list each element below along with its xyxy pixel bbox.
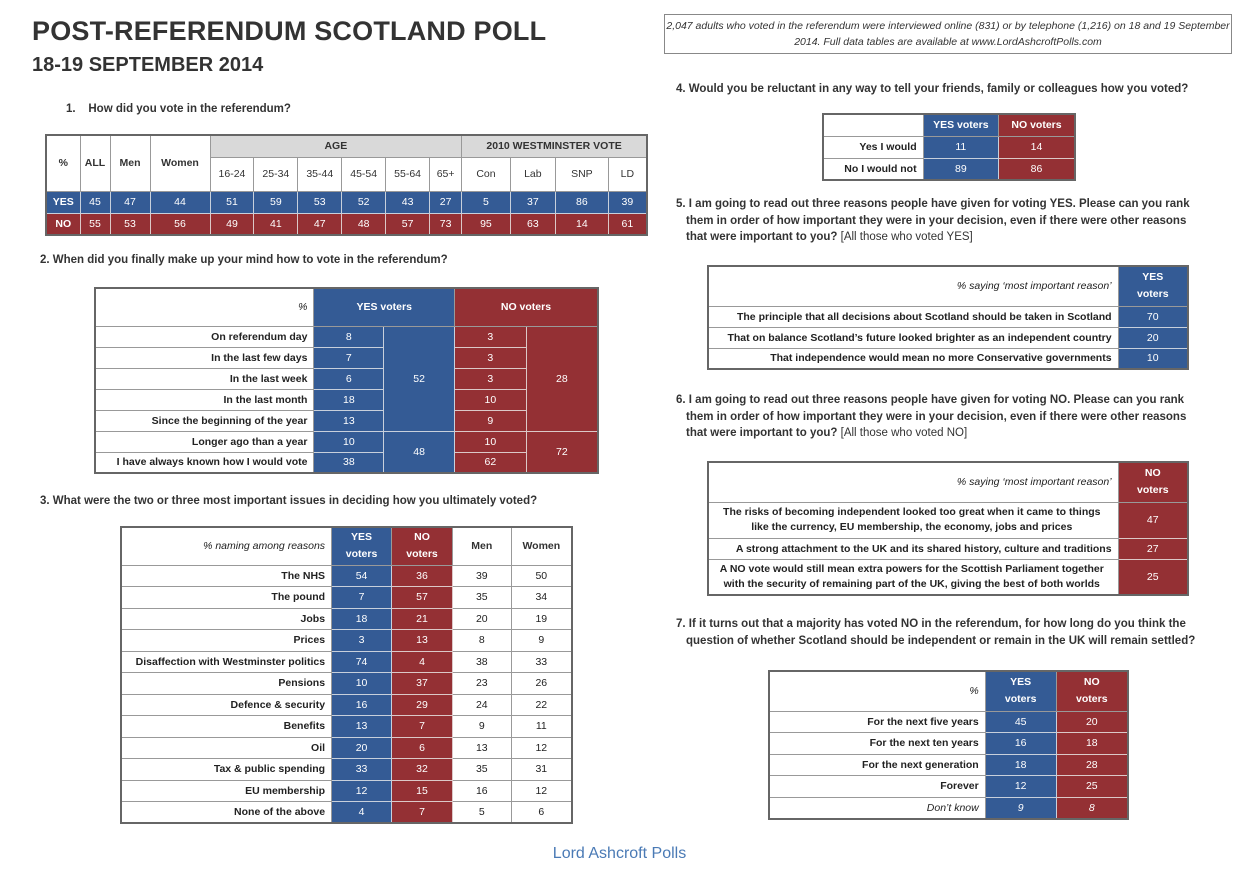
q3-yes-cell: 16 — [332, 694, 392, 716]
q4-yes-cell: 89 — [923, 158, 998, 180]
q1-col-55-64: 55-64 — [386, 157, 430, 191]
q5-line: 5. I am going to read out three reasons people have given for voting YES. Please can you rank — [676, 198, 1190, 210]
q1-col-snp: SNP — [555, 157, 608, 191]
q4-table — [822, 113, 1076, 181]
q3-women-cell: 33 — [511, 651, 572, 673]
q3-no-header: NO voters — [392, 527, 453, 565]
table-row — [708, 559, 1188, 595]
q5-cell: 10 — [1118, 348, 1188, 369]
q3-women-cell: 12 — [511, 780, 572, 802]
q2-row-label: In the last week — [95, 368, 314, 389]
q3-row-label: The pound — [121, 587, 332, 609]
table-row — [95, 347, 598, 368]
table-row — [823, 136, 1075, 158]
table-row — [708, 327, 1188, 348]
q2-yes-cell: 38 — [314, 452, 384, 473]
q3-row-label: Defence & security — [121, 694, 332, 716]
q2-no-header: NO voters — [454, 288, 598, 326]
q3-row-label: Tax & public spending — [121, 759, 332, 781]
q3-women-cell: 6 — [511, 802, 572, 824]
q4-row-label: No I would not — [823, 158, 923, 180]
q3-no-cell: 6 — [392, 737, 453, 759]
q3-row-label: Jobs — [121, 608, 332, 630]
q7-no-cell: 25 — [1056, 776, 1128, 798]
q7-question — [676, 616, 1195, 649]
q3-yes-cell: 54 — [332, 565, 392, 587]
q6-line: that were important to you? — [686, 427, 838, 439]
q3-no-cell: 7 — [392, 802, 453, 824]
q3-yes-cell: 20 — [332, 737, 392, 759]
table-row — [95, 368, 598, 389]
q6-cell: 27 — [1118, 538, 1188, 559]
q6-table — [707, 461, 1189, 596]
q4-no-cell: 14 — [999, 136, 1075, 158]
q1-cell: 52 — [342, 191, 386, 213]
q2-yes-cell: 13 — [314, 410, 384, 431]
q3-yes-cell: 12 — [332, 780, 392, 802]
q3-women-cell: 31 — [511, 759, 572, 781]
q3-yes-cell: 10 — [332, 673, 392, 695]
q1-col-men: Men — [110, 135, 150, 191]
q6-note: [All those who voted NO] — [840, 427, 968, 439]
q1-cell: 57 — [386, 213, 430, 235]
q2-row-label: I have always known how I would vote — [95, 452, 314, 473]
q1-cell: 44 — [150, 191, 210, 213]
q3-women-cell: 50 — [511, 565, 572, 587]
q2-row-label: Since the beginning of the year — [95, 410, 314, 431]
q3-men-cell: 8 — [452, 630, 511, 652]
q1-text: How did you vote in the referendum? — [88, 103, 291, 115]
q1-age-header: AGE — [210, 135, 462, 157]
q1-row-label: YES — [46, 191, 80, 213]
q1-cell: 45 — [80, 191, 110, 213]
q1-col-con: Con — [462, 157, 510, 191]
q2-yes-cell: 18 — [314, 389, 384, 410]
q4-corner — [823, 114, 923, 136]
q1-table — [45, 134, 648, 236]
q6-cell: 25 — [1118, 559, 1188, 595]
q3-men-cell: 39 — [452, 565, 511, 587]
q1-cell: 61 — [608, 213, 647, 235]
q4-yes-cell: 11 — [923, 136, 998, 158]
table-row — [121, 694, 572, 716]
q2-row-label: In the last few days — [95, 347, 314, 368]
table-row — [823, 158, 1075, 180]
q5-head-label: % saying ‘most important reason’ — [708, 266, 1118, 306]
q2-yes-recent-total: 52 — [384, 326, 455, 431]
q2-yes-long-total: 48 — [384, 431, 455, 473]
q6-row-label-line: like the currency, EU membership, the economy, jobs and prices — [751, 521, 1073, 533]
q1-cell: 63 — [510, 213, 555, 235]
q1-cell: 86 — [555, 191, 608, 213]
page-title: POST-REFERENDUM SCOTLAND POLL — [32, 16, 547, 46]
q2-yes-cell: 6 — [314, 368, 384, 389]
q3-women-cell: 22 — [511, 694, 572, 716]
q3-women-cell: 26 — [511, 673, 572, 695]
q3-men-cell: 35 — [452, 759, 511, 781]
table-row — [708, 348, 1188, 369]
q6-row-label: A strong attachment to the UK and its shared history, culture and traditions — [708, 538, 1118, 559]
q7-no-cell: 28 — [1056, 754, 1128, 776]
q3-row-label: Oil — [121, 737, 332, 759]
table-row — [708, 502, 1188, 538]
table-row — [769, 776, 1128, 798]
q7-yes-cell: 16 — [985, 733, 1056, 755]
q5-line: that were important to you? — [686, 231, 838, 243]
q1-cell: 14 — [555, 213, 608, 235]
q6-line: them in order of how important they were in your decision, even if there were other reasons — [686, 410, 1187, 423]
q3-men-cell: 35 — [452, 587, 511, 609]
q4-question: 4. Would you be reluctant in any way to tell your friends, family or colleagues how you voted? — [676, 83, 1189, 95]
q3-no-cell: 4 — [392, 651, 453, 673]
table-row — [121, 759, 572, 781]
q1-cell: 37 — [510, 191, 555, 213]
q7-row-label: For the next generation — [769, 754, 985, 776]
q1-cell: 39 — [608, 191, 647, 213]
q7-row-label: For the next ten years — [769, 733, 985, 755]
table-row — [121, 630, 572, 652]
page-subtitle: 18-19 SEPTEMBER 2014 — [32, 54, 264, 76]
q7-line: question of whether Scotland should be independent or remain in the UK will remain settled? — [686, 634, 1196, 647]
q3-row-label: Pensions — [121, 673, 332, 695]
q7-pct-label: % — [769, 671, 985, 711]
q3-men-cell: 9 — [452, 716, 511, 738]
q3-yes-header: YES voters — [332, 527, 392, 565]
q3-head-label: % naming among reasons — [121, 527, 332, 565]
q1-cell: 73 — [430, 213, 462, 235]
footer-brand: Lord Ashcroft Polls — [552, 845, 687, 862]
q7-yes-cell: 45 — [985, 711, 1056, 733]
q2-no-cell: 62 — [454, 452, 526, 473]
table-row — [121, 608, 572, 630]
q6-line: 6. I am going to read out three reasons people have given for voting NO. Please can you rank — [676, 394, 1185, 406]
q3-no-cell: 29 — [392, 694, 453, 716]
q3-no-cell: 7 — [392, 716, 453, 738]
methodology-note: 2,047 adults who voted in the referendum were interviewed online (831) or by telephone (1,216) on 18 and 19 September 2014. Full data tables are available at www.LordAshcroftPolls.com — [664, 14, 1232, 54]
q2-no-cell: 3 — [454, 326, 526, 347]
q7-row-label: For the next five years — [769, 711, 985, 733]
q3-no-cell: 36 — [392, 565, 453, 587]
q3-men-cell: 38 — [452, 651, 511, 673]
table-row — [769, 733, 1128, 755]
q1-col-ld: LD — [608, 157, 647, 191]
q7-table — [768, 670, 1129, 820]
q1-col-all: ALL — [80, 135, 110, 191]
q1-col-25-34: 25-34 — [254, 157, 298, 191]
q1-number: 1. — [66, 103, 76, 115]
q1-col-45-54: 45-54 — [342, 157, 386, 191]
q5-table — [707, 265, 1189, 370]
q7-no-header: NO voters — [1056, 671, 1128, 711]
q3-women-cell: 12 — [511, 737, 572, 759]
q2-no-cell: 3 — [454, 347, 526, 368]
q1-row-yes — [46, 191, 647, 213]
table-row — [95, 326, 598, 347]
q3-no-cell: 13 — [392, 630, 453, 652]
q6-cell: 47 — [1118, 502, 1188, 538]
q3-no-cell: 37 — [392, 673, 453, 695]
table-row — [121, 802, 572, 824]
q3-yes-cell: 18 — [332, 608, 392, 630]
table-row — [769, 754, 1128, 776]
q1-cell: 53 — [298, 191, 342, 213]
q2-yes-cell: 10 — [314, 431, 384, 452]
q6-head-label: % saying ‘most important reason’ — [708, 462, 1118, 502]
q3-men-cell: 20 — [452, 608, 511, 630]
table-row — [95, 410, 598, 431]
q3-no-cell: 57 — [392, 587, 453, 609]
q4-no-header: NO voters — [999, 114, 1075, 136]
q3-women-cell: 19 — [511, 608, 572, 630]
q7-yes-cell: 18 — [985, 754, 1056, 776]
q2-no-recent-total: 28 — [526, 326, 598, 431]
q4-no-cell: 86 — [999, 158, 1075, 180]
q2-row-label: On referendum day — [95, 326, 314, 347]
q3-yes-cell: 4 — [332, 802, 392, 824]
q3-row-label: Prices — [121, 630, 332, 652]
q1-cell: 56 — [150, 213, 210, 235]
table-row — [121, 651, 572, 673]
q1-cell: 59 — [254, 191, 298, 213]
q3-yes-cell: 3 — [332, 630, 392, 652]
q1-pct-label: % — [46, 135, 80, 191]
q1-col-lab: Lab — [510, 157, 555, 191]
table-row — [121, 780, 572, 802]
q3-women-cell: 9 — [511, 630, 572, 652]
q1-question — [66, 101, 291, 118]
q2-no-cell: 9 — [454, 410, 526, 431]
q2-pct-label: % — [95, 288, 314, 326]
q3-row-label: EU membership — [121, 780, 332, 802]
q3-men-cell: 23 — [452, 673, 511, 695]
q2-row-label: Longer ago than a year — [95, 431, 314, 452]
q5-line: them in order of how important they were in your decision, even if there were other reasons — [686, 214, 1187, 227]
q7-no-cell: 8 — [1056, 797, 1128, 819]
q7-no-cell: 18 — [1056, 733, 1128, 755]
q1-cell: 95 — [462, 213, 510, 235]
q2-yes-header: YES voters — [314, 288, 455, 326]
q2-yes-cell: 8 — [314, 326, 384, 347]
q3-row-label: Disaffection with Westminster politics — [121, 651, 332, 673]
q3-yes-cell: 7 — [332, 587, 392, 609]
q1-cell: 47 — [298, 213, 342, 235]
q2-no-cell: 10 — [454, 431, 526, 452]
q7-row-label: Forever — [769, 776, 985, 798]
q1-cell: 51 — [210, 191, 254, 213]
q3-men-cell: 5 — [452, 802, 511, 824]
q5-row-label: The principle that all decisions about Scotland should be taken in Scotland — [708, 306, 1118, 327]
q1-cell: 41 — [254, 213, 298, 235]
q7-yes-cell: 12 — [985, 776, 1056, 798]
q3-men-cell: 24 — [452, 694, 511, 716]
q3-row-label: The NHS — [121, 565, 332, 587]
q3-yes-cell: 33 — [332, 759, 392, 781]
q5-cell: 70 — [1118, 306, 1188, 327]
q3-row-label: Benefits — [121, 716, 332, 738]
q3-question: 3. What were the two or three most important issues in deciding how you ultimately voted? — [40, 495, 538, 507]
q1-col-65plus: 65+ — [430, 157, 462, 191]
q6-row-label-line: A NO vote would still mean extra powers for the Scottish Parliament together — [719, 562, 1104, 575]
q6-row-label — [708, 559, 1118, 595]
table-row — [121, 587, 572, 609]
q3-table — [120, 526, 573, 824]
q7-no-cell: 20 — [1056, 711, 1128, 733]
q6-no-header: NO voters — [1118, 462, 1188, 502]
q2-question: 2. When did you finally make up your mind how to vote in the referendum? — [40, 254, 448, 266]
q3-yes-cell: 74 — [332, 651, 392, 673]
q3-no-cell: 32 — [392, 759, 453, 781]
q4-row-label: Yes I would — [823, 136, 923, 158]
table-row — [769, 797, 1128, 819]
q3-women-header: Women — [511, 527, 572, 565]
q1-cell: 48 — [342, 213, 386, 235]
table-row — [121, 673, 572, 695]
table-row — [708, 306, 1188, 327]
q1-cell: 43 — [386, 191, 430, 213]
table-row — [769, 711, 1128, 733]
q3-men-cell: 13 — [452, 737, 511, 759]
q2-no-long-total: 72 — [526, 431, 598, 473]
q3-no-cell: 21 — [392, 608, 453, 630]
q2-yes-cell: 7 — [314, 347, 384, 368]
q3-men-header: Men — [452, 527, 511, 565]
q7-row-label: Don’t know — [769, 797, 985, 819]
q5-cell: 20 — [1118, 327, 1188, 348]
q5-row-label: That independence would mean no more Conservative governments — [708, 348, 1118, 369]
table-row — [95, 431, 598, 452]
q7-yes-cell: 9 — [985, 797, 1056, 819]
table-row — [121, 565, 572, 587]
q5-row-label: That on balance Scotland’s future looked brighter as an independent country — [708, 327, 1118, 348]
q1-westminster-header: 2010 WESTMINSTER VOTE — [462, 135, 647, 157]
table-row — [121, 716, 572, 738]
q1-cell: 5 — [462, 191, 510, 213]
table-row — [121, 737, 572, 759]
q3-no-cell: 15 — [392, 780, 453, 802]
q1-cell: 53 — [110, 213, 150, 235]
q6-row-label — [708, 502, 1118, 538]
q2-no-cell: 10 — [454, 389, 526, 410]
q3-women-cell: 34 — [511, 587, 572, 609]
q6-question — [676, 392, 1186, 442]
q3-row-label: None of the above — [121, 802, 332, 824]
q1-col-35-44: 35-44 — [298, 157, 342, 191]
q1-row-label: NO — [46, 213, 80, 235]
table-row — [95, 452, 598, 473]
q2-no-cell: 3 — [454, 368, 526, 389]
q3-men-cell: 16 — [452, 780, 511, 802]
q5-yes-header: YES voters — [1118, 266, 1188, 306]
q1-cell: 27 — [430, 191, 462, 213]
q1-cell: 55 — [80, 213, 110, 235]
q6-row-label-line: with the security of remaining part of the UK, giving the best of both worlds — [723, 577, 1100, 590]
q2-table — [94, 287, 599, 474]
q7-yes-header: YES voters — [985, 671, 1056, 711]
q5-note: [All those who voted YES] — [840, 231, 973, 243]
q1-cell: 49 — [210, 213, 254, 235]
q3-women-cell: 11 — [511, 716, 572, 738]
q4-yes-header: YES voters — [923, 114, 998, 136]
table-row — [708, 538, 1188, 559]
q6-row-label-line: The risks of becoming independent looked too great when it came to things — [723, 506, 1101, 518]
q1-col-16-24: 16-24 — [210, 157, 254, 191]
q1-row-no — [46, 213, 647, 235]
q1-cell: 47 — [110, 191, 150, 213]
q3-yes-cell: 13 — [332, 716, 392, 738]
q1-col-women: Women — [150, 135, 210, 191]
table-row — [95, 389, 598, 410]
q2-row-label: In the last month — [95, 389, 314, 410]
q5-question — [676, 196, 1190, 246]
q7-line: 7. If it turns out that a majority has voted NO in the referendum, for how long do you think the — [676, 618, 1186, 630]
